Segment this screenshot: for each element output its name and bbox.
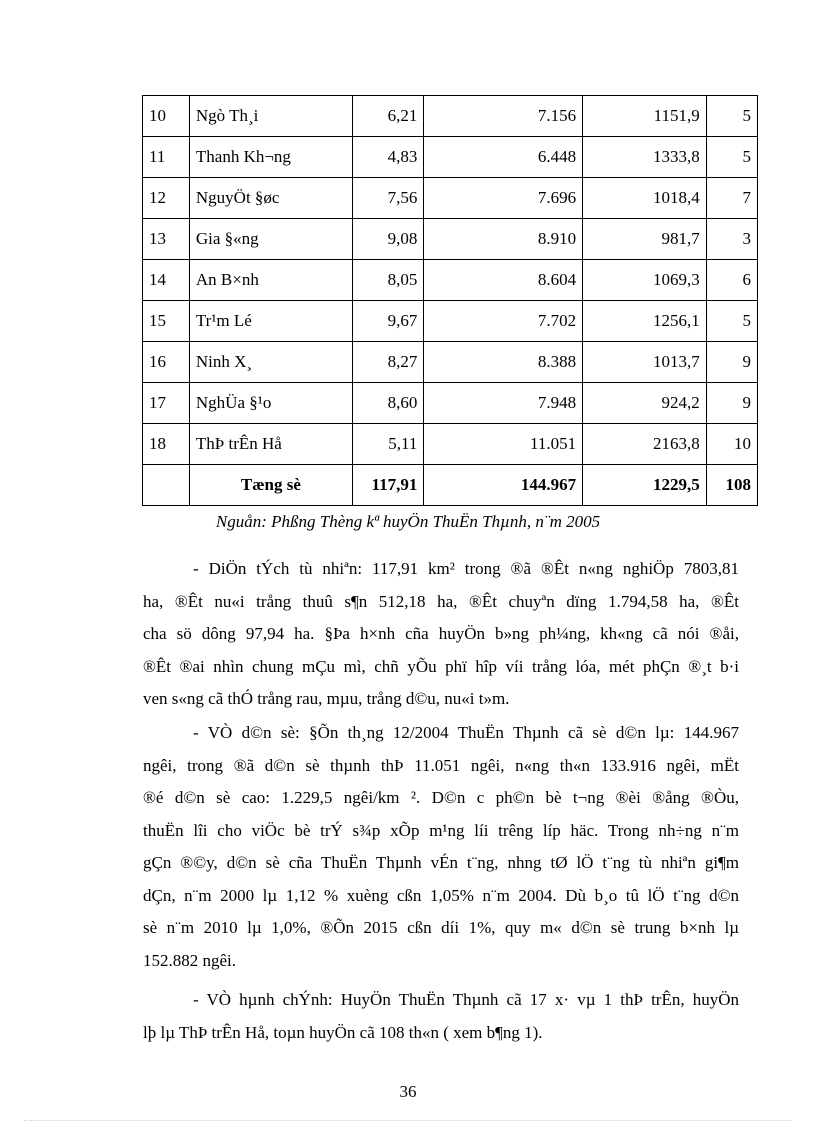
cell-area: 8,60 xyxy=(352,383,423,424)
cell-commune-name: Tr¹m Lé xyxy=(189,301,352,342)
commune-statistics-table xyxy=(142,95,758,506)
paragraph-line: dÇn, n¨m 2000 lµ 1,12 % xuèng cßn 1,05% n¨m 2004. Dù b¸o tû lÖ t¨ng d©n xyxy=(143,885,739,905)
cell-area: 4,83 xyxy=(352,137,423,178)
cell-villages: 9 xyxy=(706,383,757,424)
cell-density: 2163,8 xyxy=(583,424,707,465)
cell-density: 981,7 xyxy=(583,219,707,260)
cell-villages: 3 xyxy=(706,219,757,260)
cell-population: 8.604 xyxy=(424,260,583,301)
cell-area: 7,56 xyxy=(352,178,423,219)
table-total-row xyxy=(143,465,758,506)
cell-commune-name: NguyÖt §øc xyxy=(189,178,352,219)
paragraph-line: gÇn ®©y, d©n sè cña ThuËn Thµnh vÉn t¨ng, nhng tØ lÖ t¨ng tù nhiªn gi¶m xyxy=(143,853,739,872)
cell-total-label: Tæng sè xyxy=(189,465,352,506)
cell-population: 7.696 xyxy=(424,178,583,219)
cell-number: 16 xyxy=(143,342,190,383)
paragraph-population xyxy=(143,717,739,977)
cell-population: 7.702 xyxy=(424,301,583,342)
cell-commune-name: Ngò Th¸i xyxy=(189,96,352,137)
cell-population: 7.948 xyxy=(424,383,583,424)
paragraph-line: ®Êt ®ai nhìn chung mÇu mì, chñ yÕu phï hîp víi trång lóa, mét phÇn ®¸t b·i xyxy=(143,656,739,676)
cell-number: 18 xyxy=(143,424,190,465)
cell-area: 6,21 xyxy=(352,96,423,137)
paragraph-line: ngêi, trong ®ã d©n sè thµnh thÞ 11.051 ngêi, n«ng th«n 133.916 ngêi, mËt xyxy=(143,755,739,775)
cell-population: 6.448 xyxy=(424,137,583,178)
table-row xyxy=(143,260,758,301)
page-number: 36 xyxy=(399,1082,417,1101)
paragraph-line: 152.882 ngêi. xyxy=(143,950,237,970)
cell-commune-name: An B×nh xyxy=(189,260,352,301)
cell-population: 7.156 xyxy=(424,96,583,137)
cell-number: 12 xyxy=(143,178,190,219)
cell-commune-name: Gia §«ng xyxy=(189,219,352,260)
cell-density: 1018,4 xyxy=(583,178,707,219)
cell-number xyxy=(143,465,190,506)
table-row xyxy=(143,383,758,424)
cell-density: 1256,1 xyxy=(583,301,707,342)
table-source-caption: Nguån: Phßng Thèng kª huyÖn ThuËn Thµnh, n¨m 2005 xyxy=(215,512,601,531)
cell-area: 5,11 xyxy=(352,424,423,465)
cell-villages: 5 xyxy=(706,137,757,178)
cell-density: 924,2 xyxy=(583,383,707,424)
cell-commune-name: Ninh X¸ xyxy=(189,342,352,383)
cell-number: 14 xyxy=(143,260,190,301)
table-row xyxy=(143,301,758,342)
cell-number: 15 xyxy=(143,301,190,342)
paragraph-line: lþ lµ ThÞ trÊn Hå, toµn huyÖn cã 108 th«n ( xem b¶ng 1). xyxy=(143,1022,543,1042)
paragraph-line: ha, ®Êt nu«i trång thuû s¶n 512,18 ha, ®Êt chuyªn dïng 1.794,58 ha, ®Êt xyxy=(143,591,739,611)
cell-area: 9,67 xyxy=(352,301,423,342)
cell-commune-name: NghÜa §¹o xyxy=(189,383,352,424)
cell-number: 17 xyxy=(143,383,190,424)
cell-total-area: 117,91 xyxy=(352,465,423,506)
table-row xyxy=(143,342,758,383)
cell-number: 11 xyxy=(143,137,190,178)
paragraph-line: - VÒ d©n sè: §Õn th¸ng 12/2004 ThuËn Thµnh cã sè d©n lµ: 144.967 xyxy=(193,723,739,742)
cell-number: 13 xyxy=(143,219,190,260)
cell-villages: 6 xyxy=(706,260,757,301)
cell-villages: 7 xyxy=(706,178,757,219)
cell-population: 8.388 xyxy=(424,342,583,383)
cell-total-population: 144.967 xyxy=(424,465,583,506)
cell-total-density: 1229,5 xyxy=(583,465,707,506)
cell-commune-name: ThÞ trÊn Hå xyxy=(189,424,352,465)
table-row xyxy=(143,178,758,219)
paragraph-administration xyxy=(143,984,739,1049)
cell-density: 1151,9 xyxy=(583,96,707,137)
cell-area: 9,08 xyxy=(352,219,423,260)
cell-villages: 10 xyxy=(706,424,757,465)
table-row xyxy=(143,219,758,260)
cell-number: 10 xyxy=(143,96,190,137)
cell-total-villages: 108 xyxy=(706,465,757,506)
cell-density: 1013,7 xyxy=(583,342,707,383)
paragraph-line: thuËn lîi cho viÖc bè trÝ s¾p xÕp m¹ng líi trêng líp häc. Trong nh÷ng n¨m xyxy=(143,820,739,840)
paragraph-line: sè n¨m 2010 lµ 1,0%, ®Õn 2015 cßn díi 1%, quy m« d©n sè trung b×nh lµ xyxy=(143,918,739,937)
paragraph-line: - VÒ hµnh chÝnh: HuyÖn ThuËn Thµnh cã 17 x· vµ 1 thÞ trÊn, huyÖn xyxy=(193,990,739,1009)
cell-area: 8,05 xyxy=(352,260,423,301)
cell-population: 8.910 xyxy=(424,219,583,260)
paragraph-area xyxy=(143,553,739,716)
table-body xyxy=(143,96,758,506)
paragraph-line: ®é d©n sè cao: 1.229,5 ngêi/km ². D©n c ph©n bè t¬ng ®èi ®ång ®Òu, xyxy=(143,788,739,807)
cell-villages: 5 xyxy=(706,301,757,342)
table-row xyxy=(143,96,758,137)
footer-divider xyxy=(24,1120,792,1121)
paragraph-line: ven s«ng cã thÓ trång rau, mµu, trång d©u, nu«i t»m. xyxy=(143,689,510,708)
cell-density: 1069,3 xyxy=(583,260,707,301)
table-row xyxy=(143,424,758,465)
cell-villages: 5 xyxy=(706,96,757,137)
table-row xyxy=(143,137,758,178)
cell-villages: 9 xyxy=(706,342,757,383)
paragraph-line: - DiÖn tÝch tù nhiªn: 117,91 km² trong ®ã ®Êt n«ng nghiÖp 7803,81 xyxy=(193,559,739,578)
paragraph-line: cha sö dông 97,94 ha. §Þa h×nh cña huyÖn b»ng ph¼ng, kh«ng cã nói ®åi, xyxy=(143,624,739,643)
cell-density: 1333,8 xyxy=(583,137,707,178)
cell-area: 8,27 xyxy=(352,342,423,383)
cell-population: 11.051 xyxy=(424,424,583,465)
cell-commune-name: Thanh Kh¬ng xyxy=(189,137,352,178)
